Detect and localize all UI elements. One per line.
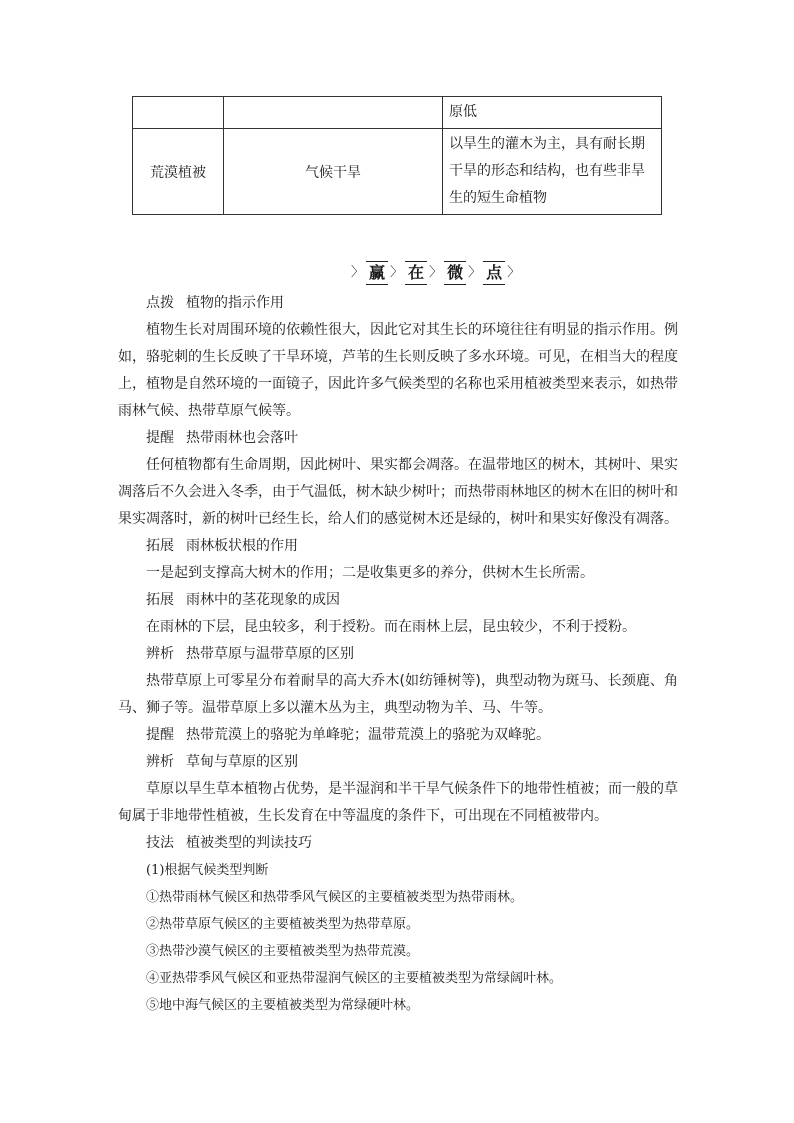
chevron-icon: 〉: [351, 265, 365, 280]
section-heading: [118, 425, 678, 452]
list-item: ②热带草原气候区的主要植被类型为热带草原。: [146, 917, 420, 932]
list-item: ⑤地中海气候区的主要植被类型为常绿硬叶林。: [146, 998, 420, 1013]
section-tag: 拓展: [146, 592, 174, 608]
section-heading: [118, 749, 678, 776]
table-row: [133, 129, 662, 215]
list-item: ③热带沙漠气候区的主要植被类型为热带荒漠。: [146, 944, 420, 959]
banner-char: 赢: [366, 261, 388, 285]
section-body: 草原以旱生草本植物占优势，是半湿润和半干旱气候条件下的地带性植被；而一般的草甸属于非地带性植被，生长发育在中等温度的条件下，可出现在不同植被带内。: [118, 781, 678, 824]
list-item: ①热带雨林气候区和热带季风气候区的主要植被类型为热带雨林。: [146, 890, 524, 905]
section-tag: 提醒: [146, 727, 174, 743]
section-heading: [118, 641, 678, 668]
section-tag: 点拨: [146, 295, 174, 311]
section-body: 一是起到支撑高大树木的作用；二是收集更多的养分，供树木生长所需。: [146, 565, 594, 581]
section-tag: 辨析: [146, 754, 174, 770]
section-tag: 辨析: [146, 646, 174, 662]
section-title: 热带荒漠上的骆驼为单峰驼；温带荒漠上的骆驼为双峰驼。: [186, 727, 550, 743]
banner-char: 在: [405, 261, 427, 285]
section-heading: [118, 830, 678, 857]
banner-char: 微: [444, 261, 466, 285]
section-body: 任何植物都有生命周期，因此树叶、果实都会凋落。在温带地区的树木，其树叶、果实凋落后不久会进入冬季，由于气温低，树木缺少树叶；而热带雨林地区的树木在旧的树叶和果实凋落时，新的树叶已经生长，给人们的感觉树木还是绿的，树叶和果实好像没有凋落。: [118, 457, 678, 527]
section-banner: [351, 261, 520, 285]
chevron-icon: 〉: [429, 265, 443, 280]
section-title: 草甸与草原的区别: [186, 754, 298, 770]
section-heading: [118, 533, 678, 560]
notes-content: [118, 290, 678, 1019]
list-heading: (1)根据气候类型判断: [146, 863, 269, 878]
banner-char: 点: [483, 261, 505, 285]
section-title: 雨林中的茎花现象的成因: [186, 592, 340, 608]
chevron-icon: 〉: [507, 265, 521, 280]
section-title: 雨林板状根的作用: [186, 538, 298, 554]
section-title: 热带草原与温带草原的区别: [186, 646, 354, 662]
chevron-icon: 〉: [468, 265, 482, 280]
table-cell: [133, 97, 224, 129]
section-title: 植物的指示作用: [186, 295, 284, 311]
table-cell: 原低: [443, 97, 662, 129]
section-body: 热带草原上可零星分布着耐旱的高大乔木(如纺锤树等)，典型动物为斑马、长颈鹿、角马、狮子等。温带草原上多以灌木丛为主，典型动物为羊、马、牛等。: [118, 673, 678, 716]
section-title: 热带雨林也会落叶: [186, 430, 298, 446]
vegetation-table: [132, 96, 662, 215]
table-row: [133, 97, 662, 129]
section-heading: [118, 290, 678, 317]
section-body: 在雨林的下层，昆虫较多，利于授粉。而在雨林上层，昆虫较少，不利于授粉。: [146, 619, 636, 635]
list-item: ④亚热带季风气候区和亚热带湿润气候区的主要植被类型为常绿阔叶林。: [146, 971, 563, 986]
section-heading: [118, 722, 678, 749]
section-tag: 提醒: [146, 430, 174, 446]
features-cell: 以旱生的灌木为主，具有耐长期干旱的形态和结构，也有些非旱生的短生命植物: [443, 129, 662, 215]
climate-cell: 气候干旱: [224, 129, 443, 215]
chevron-icon: 〉: [390, 265, 404, 280]
section-heading: [118, 587, 678, 614]
section-tag: 拓展: [146, 538, 174, 554]
section-body: 植物生长对周围环境的依赖性很大，因此它对其生长的环境往往有明显的指示作用。例如，骆驼刺的生长反映了干旱环境，芦苇的生长则反映了多水环境。可见，在相当大的程度上，植物是自然环境的一面镜子，因此许多气候类型的名称也采用植被类型来表示，如热带雨林气候、热带草原气候等。: [118, 322, 678, 419]
table-cell: [224, 97, 443, 129]
section-tag: 技法: [146, 835, 174, 851]
section-title: 植被类型的判读技巧: [186, 835, 312, 851]
vegetation-type-cell: 荒漠植被: [133, 129, 224, 215]
